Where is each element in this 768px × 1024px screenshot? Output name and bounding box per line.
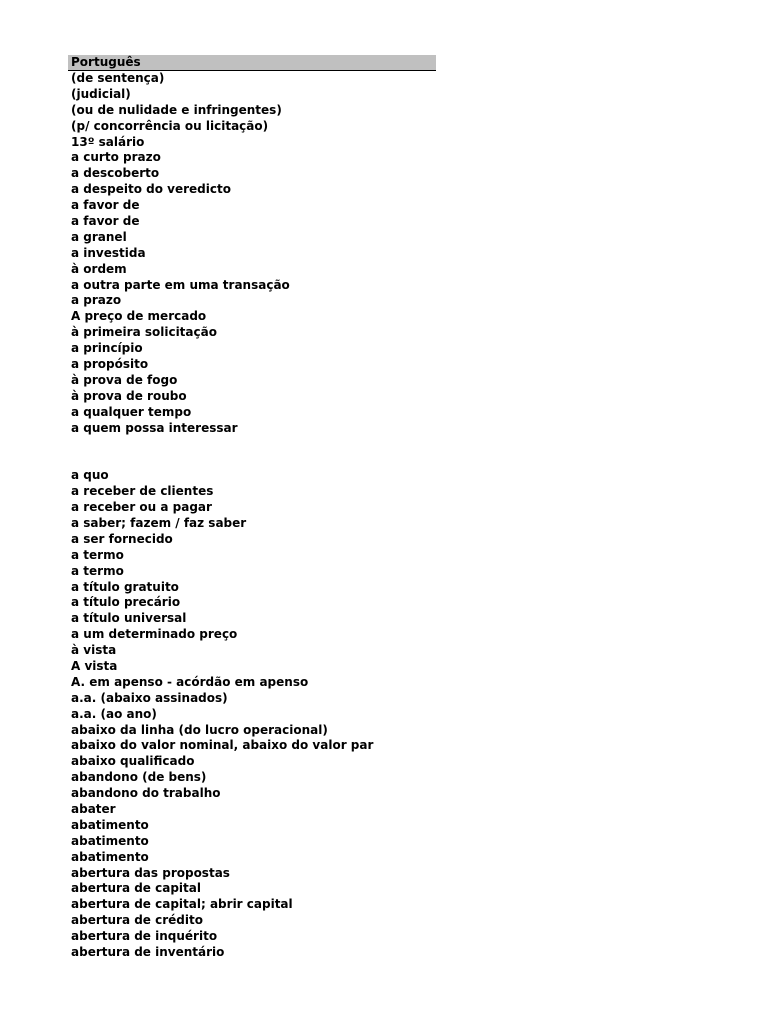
list-item: a granel [71, 229, 127, 244]
list-item: A vista [71, 658, 118, 673]
list-item: abaixo qualificado [71, 754, 195, 769]
list-item: (p/ concorrência ou licitação) [71, 118, 269, 133]
spreadsheet-column [68, 55, 436, 961]
list-item: à prova de roubo [71, 388, 187, 403]
column-header: Português [68, 55, 436, 71]
list-item: a título universal [71, 611, 187, 626]
list-item: a saber; fazem / faz saber [71, 515, 247, 530]
list-item: a quo [71, 468, 109, 483]
list-item: à ordem [71, 261, 127, 276]
list-item: a prazo [71, 293, 122, 308]
list-item: abaixo do valor nominal, abaixo do valor par [71, 738, 374, 753]
list-item: a título gratuito [71, 579, 179, 594]
list-item: a.a. (ao ano) [71, 706, 157, 721]
list-item: abandono do trabalho [71, 786, 221, 801]
entry-list [68, 71, 436, 961]
list-item: à primeira solicitação [71, 325, 217, 340]
list-item: a favor de [71, 198, 140, 213]
list-item: a propósito [71, 357, 149, 372]
list-item: abatimento [71, 817, 149, 832]
list-item: (ou de nulidade e infringentes) [71, 102, 282, 117]
list-item: abertura de inventário [71, 945, 225, 959]
list-item: abertura de capital; abrir capital [71, 897, 293, 912]
list-item: a quem possa interessar [71, 420, 238, 435]
list-item: 13º salário [71, 134, 145, 149]
list-item: a curto prazo [71, 150, 161, 165]
list-item: a descoberto [71, 166, 160, 181]
list-item: a termo [71, 547, 124, 562]
list-item: a termo [71, 563, 124, 578]
list-item: a um determinado preço [71, 627, 238, 642]
list-item: abertura de inquérito [71, 929, 218, 944]
list-item: a investida [71, 245, 146, 260]
list-item: A preço de mercado [71, 309, 207, 324]
list-item: abertura de crédito [71, 913, 203, 928]
list-item: abater [71, 801, 116, 816]
list-item: abatimento [71, 849, 149, 864]
list-item: abaixo da linha (do lucro operacional) [71, 722, 328, 737]
list-item: a receber ou a pagar [71, 500, 212, 515]
list-item: a qualquer tempo [71, 404, 192, 419]
list-item: abatimento [71, 833, 149, 848]
list-item: a favor de [71, 214, 140, 229]
list-item: abandono (de bens) [71, 770, 207, 785]
list-item: à prova de fogo [71, 372, 178, 387]
list-item: à vista [71, 643, 117, 658]
list-item: a.a. (abaixo assinados) [71, 690, 228, 705]
list-item: a princípio [71, 341, 143, 356]
list-item: abertura de capital [71, 881, 201, 896]
list-item: (judicial) [71, 86, 131, 101]
list-item: abertura das propostas [71, 865, 230, 880]
list-item: (de sentença) [71, 71, 165, 85]
list-item: a título precário [71, 595, 181, 610]
list-item: a outra parte em uma transação [71, 277, 290, 292]
list-item: a receber de clientes [71, 484, 214, 499]
list-item: a despeito do veredicto [71, 182, 231, 197]
list-item: A. em apenso - acórdão em apenso [71, 674, 309, 689]
list-item: a ser fornecido [71, 531, 173, 546]
